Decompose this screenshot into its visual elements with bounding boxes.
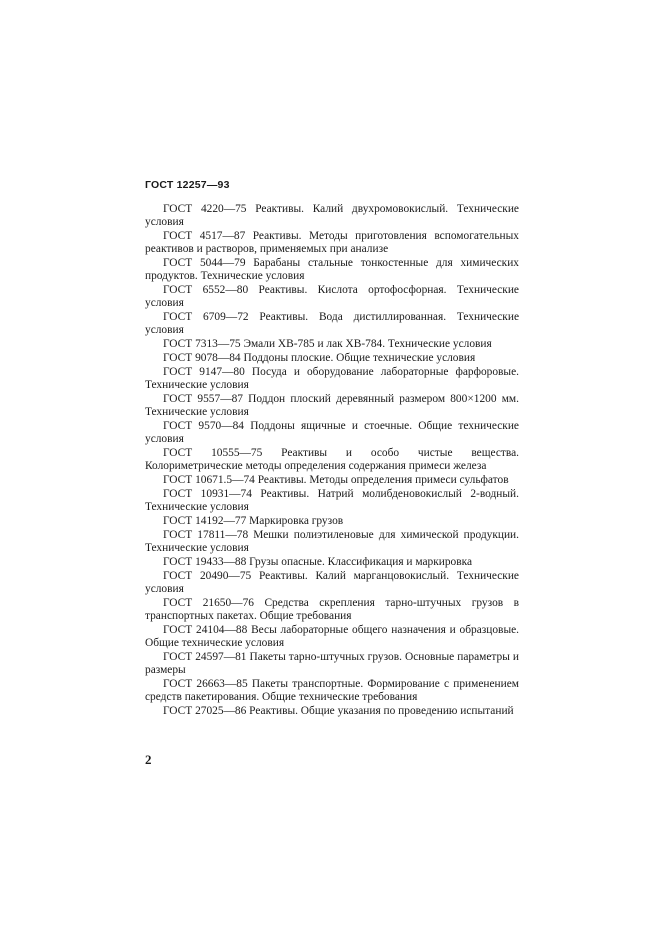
- reference-list: [145, 203, 519, 719]
- reference-item: ГОСТ 10931—74 Реактивы. Натрий молибденовокислый 2-водный. Технические условия: [145, 488, 519, 513]
- reference-item: ГОСТ 19433—88 Грузы опасные. Классификация и маркировка: [163, 556, 473, 568]
- reference-item: ГОСТ 10555—75 Реактивы и особо чистые вещества. Колориметрические методы определения содержания примеси железа: [145, 447, 519, 472]
- reference-item: ГОСТ 24597—81 Пакеты тарно-штучных грузов. Основные параметры и размеры: [145, 651, 519, 676]
- reference-item: ГОСТ 6552—80 Реактивы. Кислота ортофосфорная. Технические условия: [145, 284, 519, 309]
- reference-item: ГОСТ 6709—72 Реактивы. Вода дистиллированная. Технические условия: [145, 311, 519, 336]
- reference-item: ГОСТ 20490—75 Реактивы. Калий марганцовокислый. Технические условия: [145, 570, 519, 595]
- page-header: ГОСТ 12257—93: [145, 179, 230, 191]
- reference-item: ГОСТ 21650—76 Средства скрепления тарно-штучных грузов в транспортных пакетах. Общие требования: [145, 597, 519, 622]
- reference-item: ГОСТ 17811—78 Мешки полиэтиленовые для химической продукции. Технические условия: [145, 529, 519, 554]
- reference-item: ГОСТ 9147—80 Посуда и оборудование лабораторные фарфоровые. Технические условия: [145, 366, 519, 391]
- reference-item: ГОСТ 26663—85 Пакеты транспортные. Формирование с применением средств пакетирования. Общие технические требования: [145, 678, 519, 703]
- reference-item: ГОСТ 4220—75 Реактивы. Калий двухромовокислый. Технические условия: [145, 203, 519, 228]
- reference-item: ГОСТ 9078—84 Поддоны плоские. Общие технические условия: [163, 352, 476, 364]
- reference-item: ГОСТ 27025—86 Реактивы. Общие указания по проведению испытаний: [163, 705, 514, 717]
- reference-item: ГОСТ 7313—75 Эмали ХВ-785 и лак ХВ-784. Технические условия: [163, 338, 492, 350]
- reference-item: ГОСТ 9570—84 Поддоны ящичные и стоечные. Общие технические условия: [145, 420, 519, 445]
- reference-item: ГОСТ 4517—87 Реактивы. Методы приготовления вспомогательных реактивов и растворов, применяемых при анализе: [145, 230, 519, 255]
- reference-item: ГОСТ 24104—88 Весы лабораторные общего назначения и образцовые. Общие технические условия: [145, 624, 519, 649]
- reference-item: ГОСТ 5044—79 Барабаны стальные тонкостенные для химических продуктов. Технические условия: [145, 257, 519, 282]
- reference-item: ГОСТ 9557—87 Поддон плоский деревянный размером 800×1200 мм. Технические условия: [145, 393, 519, 418]
- page-number: 2: [145, 752, 152, 767]
- reference-item: ГОСТ 10671.5—74 Реактивы. Методы определения примеси сульфатов: [163, 474, 509, 486]
- reference-item: ГОСТ 14192—77 Маркировка грузов: [163, 515, 344, 527]
